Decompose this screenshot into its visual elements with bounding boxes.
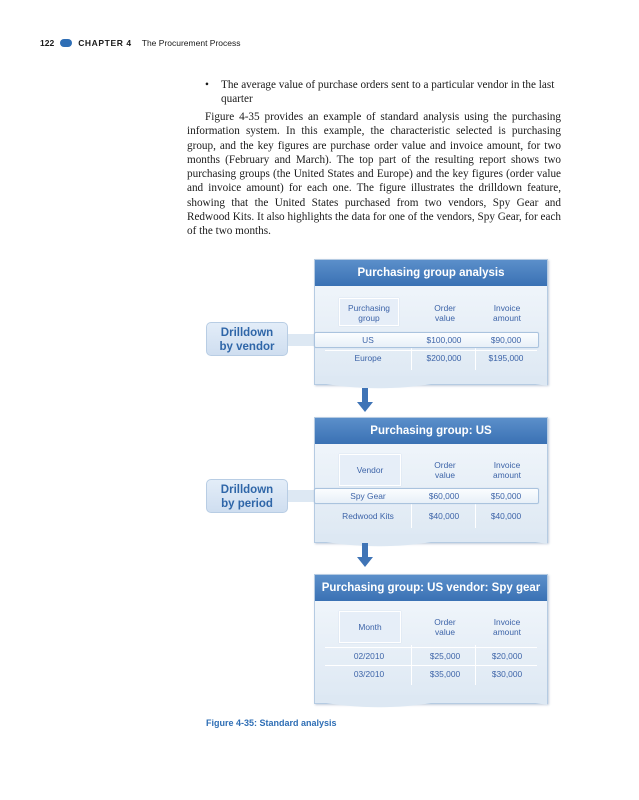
running-header xyxy=(40,38,241,48)
table-cell: 03/2010 xyxy=(353,669,385,679)
column-header xyxy=(477,617,537,637)
header-line: Invoice xyxy=(493,303,521,313)
panel-title: Purchasing group analysis xyxy=(315,260,547,286)
table-cell: $40,000 xyxy=(490,511,522,521)
body-paragraph: Figure 4-35 provides an example of standard analysis using the purchasing information system. In this example, the characteristic selected is purchasing group, and the key figures are purchase order value and invoice amount, for two months (February and March). The top part of the resulting report shows two purchasing groups (the United States and Europe) and the key figures (order value and invoice amount) for each one. The figure illustrates the drilldown feature, showing that the United States purchased from two vendors, Spy Gear and Redwood Kits. It also highlights the data for one of the vendors, Spy Gear, for each of the two months. xyxy=(187,111,561,238)
panel-purchasing-group-analysis xyxy=(314,259,548,385)
column-header xyxy=(477,303,537,323)
header-line: value xyxy=(434,470,456,480)
column-header xyxy=(339,611,401,643)
divider xyxy=(325,665,537,666)
header-line: Invoice xyxy=(493,460,521,470)
table-cell: $100,000 xyxy=(426,335,462,345)
header-line: Order xyxy=(434,303,456,313)
table-cell: Spy Gear xyxy=(350,491,386,501)
table-cell: $200,000 xyxy=(426,353,462,363)
drilldown-by-period-label xyxy=(206,479,288,513)
drilldown-line: by vendor xyxy=(219,341,275,353)
panel-spy-gear xyxy=(314,574,548,704)
header-line: value xyxy=(434,627,456,637)
header-line: amount xyxy=(493,627,521,637)
page-number: 122 xyxy=(40,38,55,48)
bullet-text: The average value of purchase orders sent to a particular vendor in the last quarter xyxy=(221,79,555,105)
figure-caption: Figure 4-35: Standard analysis xyxy=(206,718,337,728)
divider xyxy=(475,645,476,685)
panel-wave-edge xyxy=(315,376,547,392)
column-header xyxy=(415,460,475,480)
table-cell: $90,000 xyxy=(490,335,522,345)
table-cell: $40,000 xyxy=(428,511,460,521)
column-header xyxy=(339,454,401,486)
table-cell: $195,000 xyxy=(488,353,524,363)
header-line: Vendor xyxy=(356,465,384,475)
panel-wave-edge xyxy=(315,534,547,550)
header-line: amount xyxy=(493,313,521,323)
header-line: amount xyxy=(493,470,521,480)
table-cell: $20,000 xyxy=(491,651,523,661)
panel-title: Purchasing group: US vendor: Spy gear xyxy=(315,575,547,601)
divider xyxy=(325,647,537,648)
header-line: Invoice xyxy=(493,617,521,627)
header-line: Order xyxy=(434,460,456,470)
header-line: value xyxy=(434,313,456,323)
column-header xyxy=(415,303,475,323)
drilldown-line: by period xyxy=(221,498,273,510)
table-cell: $35,000 xyxy=(429,669,461,679)
table-cell: $60,000 xyxy=(428,491,460,501)
table-cell: 02/2010 xyxy=(353,651,385,661)
down-arrow-icon xyxy=(357,543,373,567)
drilldown-line: Drilldown xyxy=(220,484,274,496)
bullet-icon: • xyxy=(205,79,209,91)
chapter-label: CHAPTER 4 xyxy=(78,38,132,48)
divider xyxy=(325,350,537,351)
panel-wave-edge xyxy=(315,695,547,711)
header-line: Purchasing xyxy=(348,303,390,313)
header-line: group xyxy=(358,313,380,323)
column-header xyxy=(415,617,475,637)
table-cell: $50,000 xyxy=(490,491,522,501)
chapter-title: The Procurement Process xyxy=(141,38,241,48)
header-line: Month xyxy=(358,622,382,632)
drilldown-line: Drilldown xyxy=(220,327,274,339)
divider xyxy=(411,645,412,685)
header-line: Order xyxy=(434,617,456,627)
panel-purchasing-group-us xyxy=(314,417,548,543)
table-cell: Redwood Kits xyxy=(342,511,394,521)
bullet-item xyxy=(205,78,565,106)
table-cell: $25,000 xyxy=(429,651,461,661)
down-arrow-icon xyxy=(357,388,373,412)
column-header xyxy=(477,460,537,480)
table-cell: US xyxy=(362,335,374,345)
table-cell: $30,000 xyxy=(491,669,523,679)
panel-title: Purchasing group: US xyxy=(315,418,547,444)
table-cell: Europe xyxy=(354,353,382,363)
drilldown-by-vendor-label xyxy=(206,322,288,356)
column-header xyxy=(339,298,399,326)
chapter-marker-icon xyxy=(60,39,72,47)
